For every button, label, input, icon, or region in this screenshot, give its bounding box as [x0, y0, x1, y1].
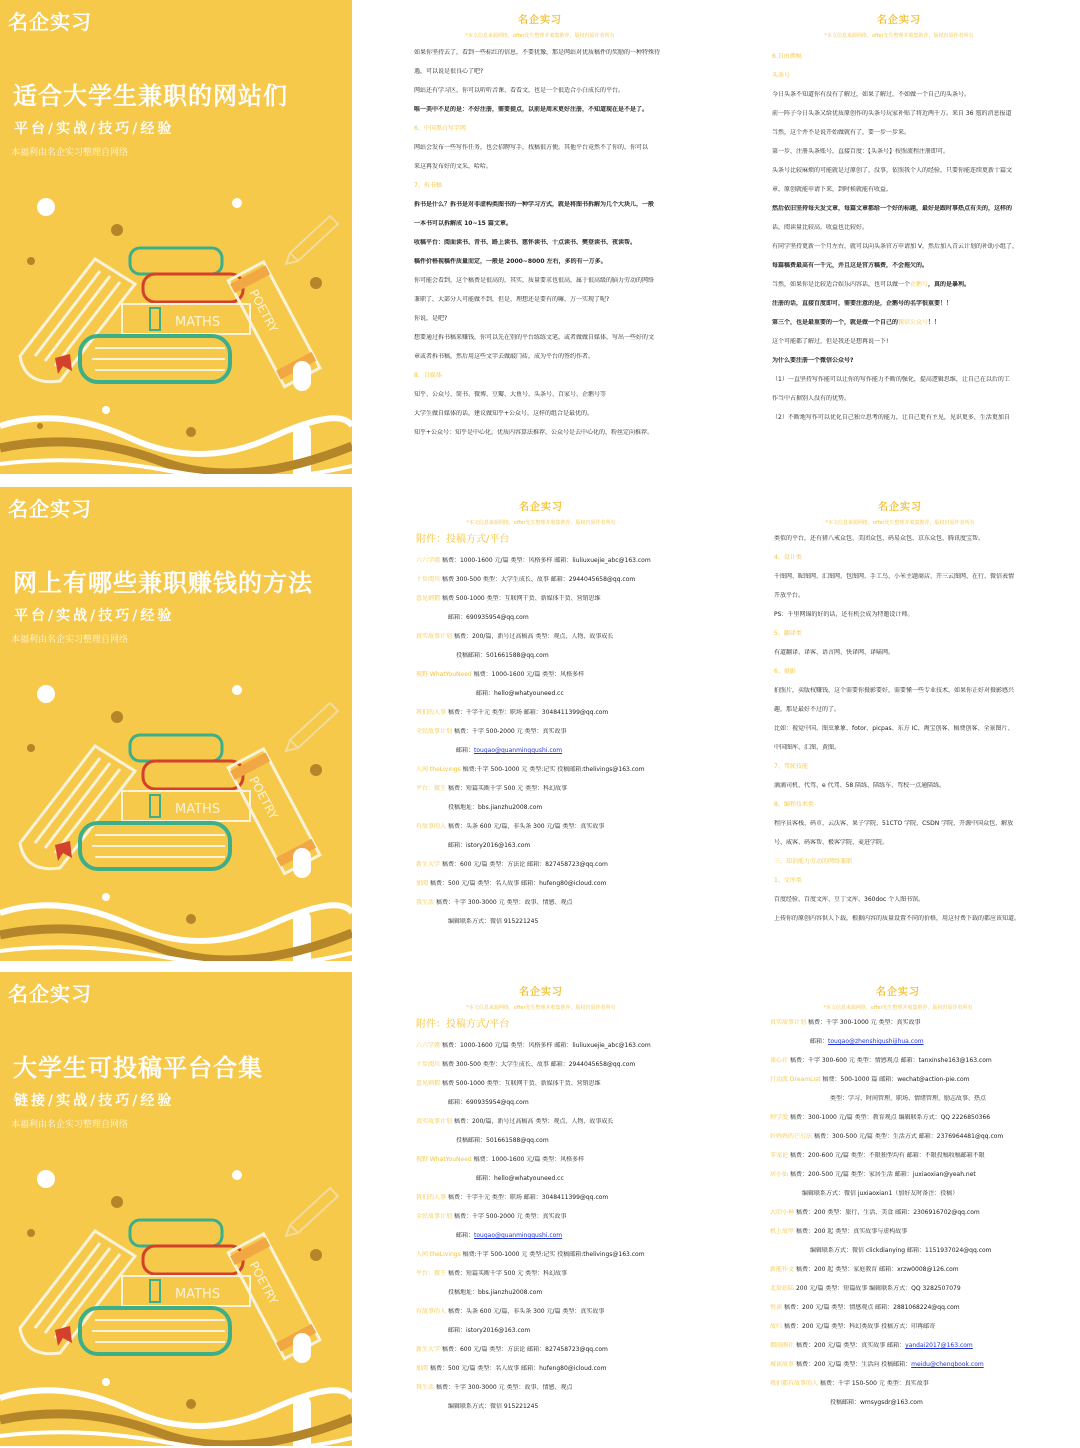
platform-name: 大旧小神: [770, 1209, 795, 1216]
platform-name: 视野 WhatYouNeed: [416, 671, 472, 678]
platform-entry: [416, 842, 694, 849]
platform-details: 邮箱：: [810, 1038, 829, 1045]
platform-entry: [416, 1251, 694, 1258]
paragraph: 滴滴司机、代驾、e 代驾、58 陪练、陪练车、驾校一点通陪练。: [774, 782, 946, 789]
platform-name: 帅学度: [770, 1114, 789, 1121]
platform-name: 居小仙: [770, 1171, 789, 1178]
doc-note: *本文信息来源网络，offer先生整理并收集推荐，版权归原作者所有: [824, 33, 974, 39]
platform-details: 稿费 500-1000 类型：互联网干货、新媒体干货、营销思维: [441, 1080, 601, 1087]
platform-name: 我们的人事: [416, 1194, 447, 1201]
platform-details: 稿费：200-600 元/篇 类型：不限独型均有 邮箱：不限投稿收稿邮箱不限: [789, 1152, 985, 1159]
platform-entry: [770, 1342, 1054, 1349]
platform-entry: [416, 1213, 694, 1220]
platform-entry: [416, 1156, 694, 1163]
platform-entry: [770, 1247, 1054, 1254]
platform-name: 全民故事计划: [416, 728, 453, 735]
paragraph: 一本书可以拆解成 10~15 篇文章。: [414, 220, 512, 227]
platform-details: 邮箱：: [456, 747, 475, 754]
platform-name: 新能作文: [770, 1266, 795, 1273]
paragraph: 前一阵子今日头条又给优质原创作的头条号玩家补贴了将近两千万。来自 36 氪的消息报道: [772, 110, 1012, 117]
platform-entry: [416, 1232, 694, 1239]
paragraph: 第三个，也是最重要的一个，就是做一个自己的微信公众号！！: [772, 319, 941, 326]
platform-entry: [416, 709, 694, 716]
paragraph: 中国图库、汇图、黄图。: [774, 744, 841, 751]
platform-name: 六六学姐: [416, 557, 441, 564]
platform-name: 我们的人事: [416, 709, 447, 716]
platform-entry: [770, 1019, 1054, 1026]
platform-name: 十步阅川: [416, 1061, 441, 1068]
brand-logo: 名企实习: [8, 982, 92, 1006]
paragraph: 章或者拆书稿，然后用这些文字去做敲门砖，成为平台的签约作者。: [414, 353, 595, 360]
platform-entry: [416, 747, 694, 754]
platform-details: 稿费：200/篇，新号过高稿高 类型：观点、人物、故事成长: [453, 1118, 614, 1125]
doc-logo: 名企实习: [878, 502, 922, 513]
brand-logo: 名企实习: [8, 10, 92, 34]
platform-details: 邮箱：istory2016@163.com: [448, 842, 531, 849]
cover-credit: 本福利由名企实习整理自网络: [11, 1120, 129, 1130]
platform-entry: [416, 1061, 694, 1068]
doc-logo: 名企实习: [877, 15, 921, 26]
doc-logo: 名企实习: [518, 15, 562, 26]
platform-entry: [770, 1152, 1054, 1159]
platform-details: 邮箱：690935954@qq.com: [448, 614, 529, 621]
paragraph: 大学生做自媒体的话，建议做知乎+公众号，这样的组合是最优的。: [414, 410, 594, 417]
platform-entry: [770, 1038, 1054, 1045]
platform-details: 稿费：600 元/篇 类型：方法论 邮箱：827458723@qq.com: [441, 1346, 608, 1353]
platform-entry: [770, 1361, 1054, 1368]
platform-details: 稿费：千字 500-2000 元 类型：真实故事: [453, 728, 567, 735]
section-heading: 8、自媒体: [414, 372, 442, 379]
paragraph: PS：千里网锦的好的话，还有机会成为特邀设计师。: [774, 611, 914, 618]
platform-entry: [770, 1380, 1054, 1387]
platform-name: 好妈妈的芒刃法: [770, 1133, 813, 1140]
platform-details: 稿费：200 元/篇 类型：情感观点 邮箱：2881068224@qq.com: [783, 1304, 960, 1311]
platform-name: 我生活: [416, 1384, 435, 1391]
attachment-heading: 附件：投稿方式/平台: [416, 534, 510, 545]
paragraph: 拍照片，卖版权赚钱，这个需要你摄影要好，需要懂一些专业技术，如果你正好对摄影感兴: [774, 687, 1015, 694]
platform-details: 稿费：头条 600 元/篇，非头条 300 元/篇 类型：真实故事: [447, 1308, 605, 1315]
highlight-text: 企鹅号: [910, 281, 929, 288]
platform-details: 邮箱：istory2016@163.com: [448, 1327, 531, 1334]
paragraph: 百度经验、百度文库、豆丁文库、360doc 个人图书馆。: [774, 896, 925, 903]
platform-name: 平台：微王: [416, 1270, 447, 1277]
platform-name: 有故事的人: [416, 1308, 447, 1315]
paragraph: 知乎、公众号、简书、微博、豆瓣、大鱼号、头条号、百家号、企鹅号等: [414, 391, 607, 398]
platform-details: 稿费：千字 500-2000 元 类型：真实故事: [453, 1213, 567, 1220]
doc-page-3a: [362, 972, 718, 1446]
maths-label: MATHS: [175, 1287, 221, 1302]
platform-details: 投稿邮箱：wmsygsdr@163.com: [830, 1399, 923, 1406]
paragraph: 趣，那是最好不过的了。: [774, 706, 841, 713]
doc-page-1a: [362, 0, 718, 474]
paragraph: 今日头条不知道你有没有了解过，如果了解过，不如做一个自己的头条号。: [772, 91, 971, 98]
doc-note: *本文信息来源网络，offer先生整理并收集推荐，版权归原作者所有: [466, 1005, 616, 1011]
platform-name: 人间 theLivings: [416, 1251, 461, 1258]
paragraph: 第一步，注册头条账号，直接百度：【头条号】按照流程注册即可。: [772, 148, 950, 155]
platform-details: 200 元/篇 类型：短篇故事 编辑联系方式：QQ 3282507079: [795, 1285, 961, 1292]
maths-label: MATHS: [175, 315, 221, 330]
cover-card-1: [0, 0, 352, 474]
platform-name: 人间 theLivings: [416, 766, 461, 773]
platform-entry: [416, 1175, 694, 1182]
section-heading: 三、知识能力劳动的网络兼职: [774, 858, 853, 865]
platform-name: 真实故事计划: [770, 1019, 807, 1026]
doc-note: *本文信息来源网络，offer先生整理并收集推荐，版权归原作者所有: [465, 33, 615, 39]
section-heading: 8、编程技术类: [774, 801, 814, 808]
platform-entry: [416, 1384, 694, 1391]
platform-details: 稿费：1000-1600 元/篇 类型：风格多样: [473, 1156, 585, 1163]
platform-entry: [416, 1270, 694, 1277]
paragraph: 当然，这个并不是说开始做就有了，要一步一步来。: [772, 129, 911, 136]
paragraph: 注册的话，直接百度即可，需要注意的是，企鹅号的名字很重要！！: [772, 300, 953, 307]
platform-entry: [416, 1080, 694, 1087]
platform-name: 加阅: [416, 1365, 429, 1372]
platform-name: 新生大学: [416, 1346, 441, 1353]
paragraph: 类似的平台，还有猪八戒众包、美团众包、码易众包、京东众包、腾讯度宝帮。: [774, 535, 985, 542]
platform-entry: [416, 861, 694, 868]
paragraph: 你说，是吧?: [414, 315, 448, 322]
platform-details: 稿费:千字 500-1000 元 类型:记实 投稿邮箱:thelivings@163.com: [462, 1251, 645, 1258]
email-link[interactable]: yandai2017@163.com: [905, 1342, 973, 1349]
platform-entry: [416, 728, 694, 735]
platform-details: 稿费：千字 150-500 元 类型：真实故事: [819, 1380, 929, 1387]
platform-details: 稿费：200 元/篇 类型：科幻类故事 投稿方式：印再邮寄: [783, 1323, 936, 1330]
platform-name: 我们都有故事的人: [770, 1380, 819, 1387]
platform-details: 编辑联系方式：微信 915221245: [448, 918, 539, 925]
cover-card-3: [0, 972, 352, 1446]
platform-list: [416, 557, 694, 925]
platform-name: 谈心社: [770, 1057, 789, 1064]
platform-name: 烟雨阁社: [770, 1342, 795, 1349]
platform-details: 稿费：600 元/篇 类型：方法论 邮箱：827458723@qq.com: [441, 861, 608, 868]
paragraph: 每篇稿费最高有一千元，并且这是官方稿费，不会拖欠的。: [772, 262, 929, 269]
paragraph: 有道翻译、译客、语言网、快译网、译喵网。: [774, 649, 895, 656]
paragraph: 为什么要注册一个微信公众号?: [772, 357, 854, 364]
highlight-text: 微信公众号: [898, 319, 929, 326]
platform-details: 编辑联系方式：微信 915221245: [448, 1403, 539, 1410]
platform-entry: [416, 557, 694, 564]
section-heading: 7、拆书稿: [414, 182, 442, 189]
paragraph: 号、威客、码客帮、极客学院、麦进学院。: [774, 839, 889, 846]
books-illustration-icon: [0, 1148, 352, 1446]
platform-name: 故归: [770, 1323, 783, 1330]
platform-entry: [416, 785, 694, 792]
doc-logo: 名企实习: [519, 987, 563, 998]
platform-details: 投稿邮箱：501661588@qq.com: [456, 1137, 549, 1144]
paragraph: 稿件价格视稿件质量而定，一般是 2000~8000 左右，多的有一万多。: [414, 258, 607, 265]
platform-name: 十步阅川: [416, 576, 441, 583]
platform-entry: [770, 1133, 1054, 1140]
platform-details: 稿费：500 元/篇 类型：名人故事 邮箱：hufeng80@icloud.com: [429, 880, 607, 887]
platform-name: 真实故事计划: [416, 1118, 453, 1125]
doc-page-1b: [722, 0, 1078, 474]
platform-entry: [416, 1118, 694, 1125]
platform-details: 稿费：1000-1600 元/篇 类型：风格多样: [473, 671, 585, 678]
cover-title: 适合大学生兼职的网站们: [13, 82, 288, 110]
platform-details: 稿费 300-500 类型：大学生成长、故事 邮箱：2944045658@qq.com: [441, 1061, 636, 1068]
paragraph: 章，原创就能申请下来，到时候就能有收益。: [772, 186, 893, 193]
platform-entry: [416, 1137, 694, 1144]
platform-details: 稿费：短篇买断千字 500 元 类型：科幻故事: [447, 1270, 568, 1277]
doc-note: *本文信息来源网络，offer先生整理并收集推荐，版权归原作者所有: [825, 520, 975, 526]
platform-name: 平台：微王: [416, 785, 447, 792]
platform-entry: [770, 1228, 1054, 1235]
poetry-label: POETRY: [246, 1259, 281, 1307]
platform-details: 投稿邮箱：501661588@qq.com: [456, 652, 549, 659]
paragraph: 有同学坚持更新一个月左右，就可以向头条官方申请加 V，然后加入青云计划的补助小组了，: [772, 243, 1019, 250]
cover-subtitle: 平台/实战/技巧/经验: [14, 121, 175, 137]
brand-logo: 名企实习: [8, 497, 92, 521]
platform-name: 新生大学: [416, 861, 441, 868]
section-heading: 头条号: [772, 72, 791, 79]
email-link[interactable]: meidu@chengbook.com: [911, 1361, 984, 1368]
paragraph: 当然，如果你是比较适合娱乐内容话，也可以做一个企鹅号，真的是暴利。: [772, 281, 971, 288]
paragraph: （1）一直坚持写作能可以让你的写作能力不断的强化，提高逻辑思维，让自己在以后的工: [772, 376, 1010, 383]
platform-entry: [770, 1323, 1054, 1330]
platform-name: 真实故事计划: [416, 633, 453, 640]
platform-details: 稿费：200-500 元/篇 类型：家居生活 邮箱：juxiaoxian@yeah.net: [789, 1171, 976, 1178]
paragraph: 唯一美中不足的是：不好注册，需要提点，以前是周末更好注册，不知道现在是不是了。: [414, 106, 649, 113]
platform-entry: [416, 880, 694, 887]
attachment-heading: 附件：投稿方式/平台: [416, 1019, 510, 1030]
platform-name: 全民故事计划: [416, 1213, 453, 1220]
platform-entry: [770, 1190, 1054, 1197]
paragraph: 来这再发布好的文采，哈哈。: [414, 163, 493, 170]
platform-entry: [416, 1289, 694, 1296]
platform-entry: [416, 1099, 694, 1106]
platform-details: 稿费：500-1000 篇 邮箱：wechat@action-pie.com: [822, 1076, 970, 1083]
paragraph: 网站还有学习区，你可以听听音课、看看文，也是一个很适合小白成长的平台。: [414, 87, 625, 94]
cover-title: 大学生可投稿平台合集: [13, 1054, 263, 1082]
platform-details: 稿费：千字 300-600 元 类型：情感观点 邮箱：tanxinshe163@163.com: [789, 1057, 992, 1064]
poetry-label: POETRY: [246, 774, 281, 822]
paragraph: 头条号比较麻烦的可能就是过原创了，没事，依照我个人的经验，只要你能连续更新十篇文: [772, 167, 1013, 174]
doc-note: *本文信息来源网络，offer先生整理并收集推荐，版权归原作者所有: [466, 520, 616, 526]
cover-title: 网上有哪些兼职赚钱的方法: [13, 569, 313, 597]
platform-entry: [770, 1114, 1054, 1121]
platform-details: 稿费：1000-1600 元/篇 类型：风格多样 邮箱：liuliuxuejie_abc@163.com: [441, 1042, 651, 1049]
paragraph: 收稿平台：阅面读书、青书、路上读书、慈怀读书、十点读书、樊登读书、夜读帮。: [414, 239, 637, 246]
paragraph: 兼职了，大部分人可能做不到，但是，理想还是要有的嘛，万一实现了呢?: [414, 296, 610, 303]
cover-subtitle: 链接/实战/技巧/经验: [14, 1093, 175, 1109]
platform-details: 稿费：500 元/篇 类型：名人故事 邮箱：hufeng80@icloud.com: [429, 1365, 607, 1372]
platform-details: 稿费：300-1000 元/篇 类型：教育观点 编辑联系方式：QQ 2226850366: [789, 1114, 991, 1121]
paragraph: 程序员客栈、码市、云沃客、果子学院、51CTO 学院、CSDN 学院、开源中国众包、解放: [774, 820, 1014, 827]
platform-name: 加阅: [416, 880, 429, 887]
cover-credit: 本福利由名企实习整理自网络: [11, 148, 129, 158]
email-link[interactable]: tougao@quanmingqushi.com: [474, 1232, 563, 1239]
platform-list: [770, 1019, 1054, 1406]
doc-page-3b: [722, 972, 1078, 1446]
doc-note: *本文信息来源网络，offer先生整理并收集推荐，版权归原作者所有: [823, 1005, 973, 1011]
platform-entry: [416, 671, 694, 678]
platform-details: 稿费 500-1000 类型：互联网干货、新媒体干货、营销思维: [441, 595, 601, 602]
platform-details: 稿费：200 类型：旅行、生活、美食 邮箱：2306916702@qq.com: [795, 1209, 980, 1216]
paragraph: 这个可能都了解过，但是我还是想再说一下!: [772, 338, 889, 345]
platform-entry: [770, 1304, 1054, 1311]
platform-name: 零宠论: [770, 1152, 789, 1159]
platform-details: 稿费：200 元/篇 类型：生活向 投稿邮箱：: [795, 1361, 912, 1368]
platform-entry: [416, 1308, 694, 1315]
platform-details: 稿费：千字千元 类型：职场 邮箱：3048411399@qq.com: [447, 709, 609, 716]
paragraph: 然后依旧坚持每天发文章，每篇文章都给一个好的标题，最好是跟时事热点有关的，这样的: [772, 205, 1013, 212]
platform-details: 稿费：300-500 元/篇 类型：生活方式 邮箱：2376964481@qq.com: [813, 1133, 1004, 1140]
platform-entry: [416, 1346, 694, 1353]
platform-name: 行动派 DreamList: [770, 1076, 821, 1083]
platform-details: 编辑联系方式：微信 clickdianying 邮箱：1151937024@qq.com: [810, 1247, 992, 1254]
platform-entry: [770, 1171, 1054, 1178]
platform-entry: [416, 576, 694, 583]
platform-details: 投稿地址：bbs.jianzhu2008.com: [448, 1289, 543, 1296]
paragraph: 网站会发布一些写作任务，也会招聘写手，找稿很方便，其他平台竟然不了你的，你可以: [414, 144, 649, 151]
platform-entry: [770, 1399, 1054, 1406]
cover-subtitle: 平台/实战/技巧/经验: [14, 608, 175, 624]
platform-details: 稿费：千字 300-3000 元 类型：故事、情感、观点: [435, 1384, 573, 1391]
platform-entry: [416, 614, 694, 621]
paragraph: 拆书是什么？拆书是对非虚构类图书的一种学习方式，就是将图书拆解为几个大块儿，一般: [414, 201, 655, 208]
platform-name: 悦读: [770, 1304, 783, 1311]
platform-entry: [416, 595, 694, 602]
platform-name: 意见刺猬: [416, 1080, 441, 1087]
doc-page-2a: [362, 487, 718, 961]
cover-credit: 本福利由名企实习整理自网络: [11, 635, 129, 645]
section-heading: 1、文库类: [774, 877, 802, 884]
paragraph: 想要通过拆书稿来赚钱，你可以先在别的平台练练文笔，或者做做自媒体，写出一些好的文: [414, 334, 655, 341]
platform-entry: [416, 1365, 694, 1372]
platform-entry: [770, 1285, 1054, 1292]
platform-name: 有故事的人: [416, 823, 447, 830]
doc-logo: 名企实习: [519, 502, 563, 513]
paragraph: 作当中占据别人没有的优势。: [772, 395, 851, 402]
platform-entry: [770, 1209, 1054, 1216]
platform-name: 城读故事: [770, 1361, 795, 1368]
section-heading: 7、驾驶技能: [774, 763, 808, 770]
platform-entry: [770, 1266, 1054, 1273]
books-illustration-icon: [0, 663, 352, 961]
paragraph: 知乎+公众号：知乎是中心化，优质内容算法推荐，公众号是去中心化的，粉丝定向推荐。: [414, 429, 654, 436]
platform-details: 邮箱：690935954@qq.com: [448, 1099, 529, 1106]
paragraph: 千图网、昵图网、汇图网、包图网、手工鸟、小米主题商店、开三云图网、在行、微信表情: [774, 573, 1015, 580]
paragraph: 比如：视觉中国、图虫象象、fotor、picpas、东方 IC、淘宝创客、稿费创客、全景图片、: [774, 725, 1014, 732]
platform-name: 我生活: [416, 899, 435, 906]
platform-entry: [416, 1042, 694, 1049]
platform-details: 邮箱：: [456, 1232, 475, 1239]
platform-details: 稿费：200/篇，新号过高稿高 类型：观点、人物、故事成长: [453, 633, 614, 640]
cover-card-2: [0, 487, 352, 961]
platform-entry: [416, 766, 694, 773]
paragraph: 你可能会看到，这个稿费是很高的，其实，质量要求也很高，属于很高级的脑力劳动的网络: [414, 277, 655, 284]
platform-details: 稿费：200 起 类型：家庭教育 邮箱：xrzw0008@126.com: [795, 1266, 959, 1273]
paragraph: 遇，可以说是很良心了吧?: [414, 68, 484, 75]
email-link[interactable]: tougao@quanmingqushi.com: [474, 747, 563, 754]
platform-entry: [416, 804, 694, 811]
platform-details: 投稿地址：bbs.jianzhu2008.com: [448, 804, 543, 811]
section-heading: 4、设计类: [774, 554, 802, 561]
books-illustration-icon: [0, 176, 352, 474]
platform-name: 机上故甲: [770, 1228, 795, 1235]
platform-details: 稿费：200 起 类型：真实故事与虚构故事: [795, 1228, 908, 1235]
section-heading: 6、中国黑白写字网: [414, 125, 466, 132]
platform-entry: [416, 918, 694, 925]
platform-details: 邮箱：hello@whatyouneed.cc: [476, 690, 564, 697]
paragraph: 开放平台。: [774, 592, 805, 599]
platform-list: [416, 1042, 694, 1410]
platform-details: 稿费：短篇买断千字 500 元 类型：科幻故事: [447, 785, 568, 792]
platform-name: 北辰站陆: [770, 1285, 795, 1292]
platform-entry: [416, 823, 694, 830]
platform-name: 六六学姐: [416, 1042, 441, 1049]
paragraph: 上传你的原创内容供人下载，根据内容的质量设置不同的价格，用这付费下载的都应该知道。: [774, 915, 1021, 922]
platform-details: 编辑联系方式：微信 juxiaoxian1（加好友时备注：投稿）: [802, 1190, 959, 1197]
section-heading: 6、摄影: [774, 668, 796, 675]
platform-name: 意见刺猬: [416, 595, 441, 602]
platform-details: 稿费 300-500 类型：大学生成长、故事 邮箱：2944045658@qq.com: [441, 576, 636, 583]
section-heading: 5、翻译类: [774, 630, 802, 637]
platform-details: 邮箱：hello@whatyouneed.cc: [476, 1175, 564, 1182]
platform-entry: [770, 1057, 1054, 1064]
platform-entry: [770, 1076, 1054, 1083]
paragraph: 话，阅读量比较高，收益也比较好。: [772, 224, 869, 231]
platform-entry: [416, 690, 694, 697]
platform-details: 稿费：千字 300-1000 元 类型：真实故事: [807, 1019, 921, 1026]
platform-entry: [770, 1095, 1054, 1102]
platform-details: 稿费：千字 300-3000 元 类型：故事、情感、观点: [435, 899, 573, 906]
platform-details: 稿费：1000-1600 元/篇 类型：风格多样 邮箱：liuliuxuejie_abc@163.com: [441, 557, 651, 564]
paragraph: （2）不断地写作可以优化自己独立思考的能力，让自己更有主见，见识更多，生活更加自: [772, 414, 1010, 421]
platform-entry: [416, 652, 694, 659]
platform-entry: [416, 1194, 694, 1201]
platform-details: 稿费:千字 500-1000 元 类型:记实 投稿邮箱:thelivings@163.com: [462, 766, 645, 773]
section-heading: 6.自由撰稿: [772, 53, 802, 60]
doc-page-2b: [722, 487, 1078, 961]
platform-entry: [416, 1403, 694, 1410]
platform-details: 稿费：千字千元 类型：职场 邮箱：3048411399@qq.com: [447, 1194, 609, 1201]
paragraph-list: [774, 535, 1054, 922]
doc-logo: 名企实习: [876, 987, 920, 998]
paragraph: 如果你坚持去了，看到一些标红的信息，不要犹豫，那是网站对优质稿件的奖励的一种特殊待: [414, 49, 661, 56]
platform-entry: [416, 633, 694, 640]
platform-details: 稿费：头条 600 元/篇，非头条 300 元/篇 类型：真实故事: [447, 823, 605, 830]
platform-details: 稿费：200 元/篇 类型：真实故事 邮箱：: [795, 1342, 906, 1349]
maths-label: MATHS: [175, 802, 221, 817]
platform-name: 视野 WhatYouNeed: [416, 1156, 472, 1163]
platform-entry: [416, 899, 694, 906]
platform-details: 类型：学习、时间管理、职场、情绪管理、励志故事、热点: [830, 1095, 987, 1102]
email-link[interactable]: tougao@zhenshigushijihua.com: [828, 1038, 924, 1045]
poetry-label: POETRY: [246, 287, 281, 335]
platform-entry: [416, 1327, 694, 1334]
